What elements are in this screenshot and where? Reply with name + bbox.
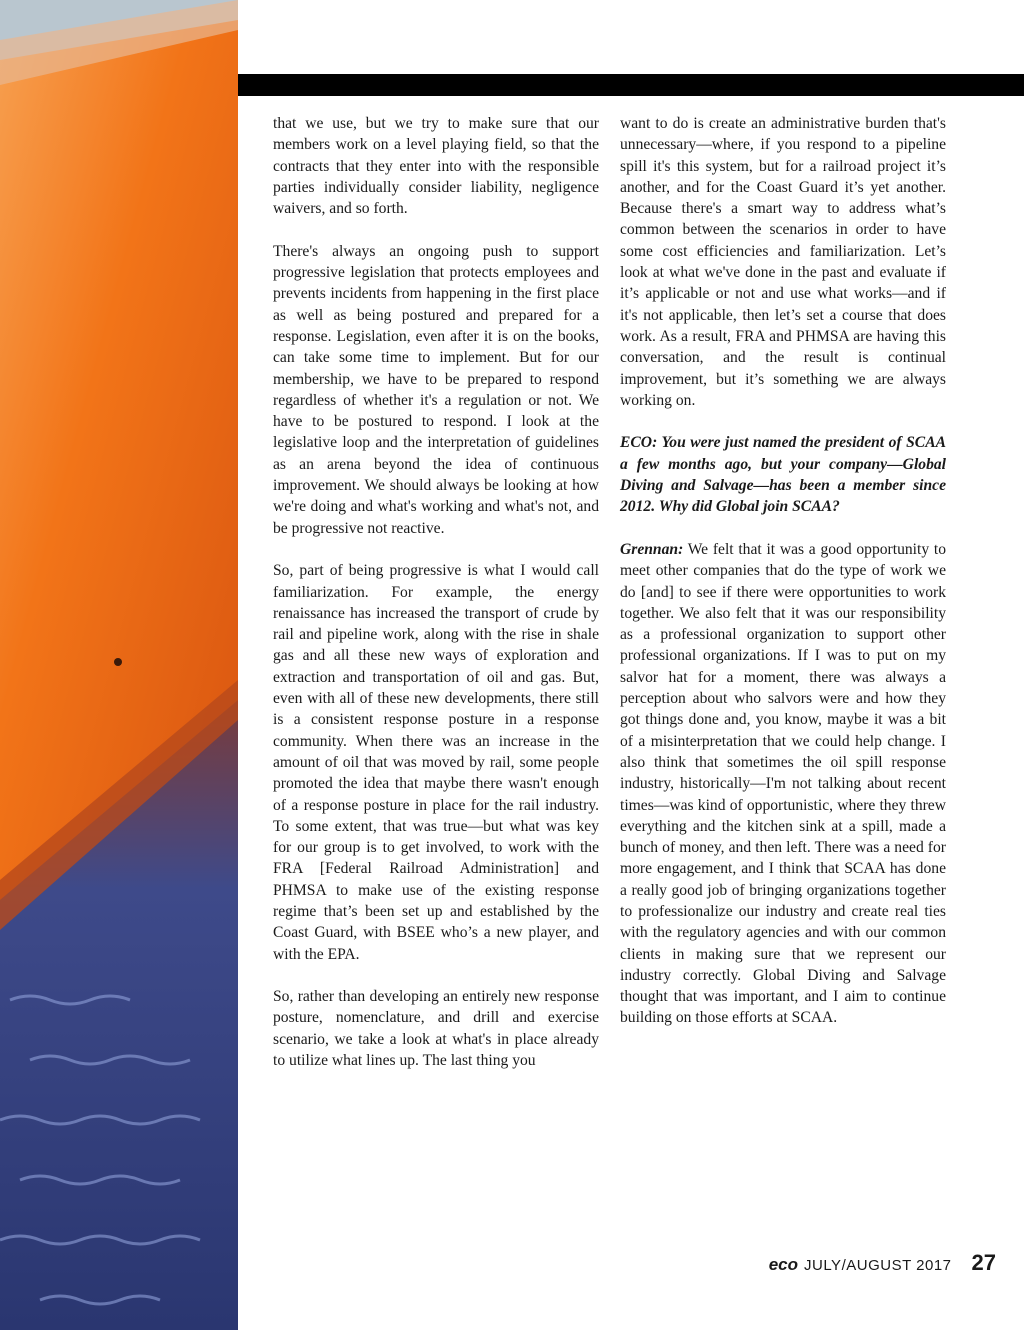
answer-text: We felt that it was a good opportunity to meet other companies that do the type of work we do [and] to see if there were opportunities to work together. We also felt that it was our responsibility as a professional organization to support other professional organizations. If I was to put on my salvor hat for a moment, there was always a perception about who salvors were and how they got things done and, you know, maybe it was a bit of a misinterpretation that we could help change. I also think that sometimes the oil spill response industry, historically—I'm not talking about recent times—was kind of opportunistic, where they threw everything and the kitchen sink at a spill, made a bunch of money, and then left. There was a need for more engagement, and I think that SCAA has done a really good job of bringing organizations together to professionalize our industry and create real ties with the regulatory agencies and with our common clients in making sure that we represent our industry correctly. Global Diving and Salvage thought that was important, and I aim to continue building on those efforts at SCAA. xyxy=(620,540,946,1027)
interview-answer xyxy=(620,539,946,1029)
decorative-photo xyxy=(0,0,238,1330)
magazine-brand: eco xyxy=(768,1255,798,1274)
paragraph: So, part of being progressive is what I would call familiarization. For example, the energy renaissance has increased the transport of crude by rail and pipeline work, along with the rise in shale gas and all these new ways of exploration and extraction and transportation of oil and gas. But, even with all of these new developments, there still is a consistent response posture in a response community. When there was an increase in the amount of oil that was moved by rail, some people promoted the idea that maybe there wasn't enough of a response posture in place for the rail industry. To some extent, that was true—but what was key for our group is to get involved, to work with the FRA [Federal Railroad Administration] and PHMSA to make use of the existing response regime that’s been set up and established by the Coast Guard, with BSEE who’s a new player, and with the EPA. xyxy=(273,562,599,963)
boat-hull-illustration xyxy=(0,0,238,1330)
interview-question: ECO: You were just named the president of SCAA a few months ago, but your company—Global Diving and Salvage—has been a member since 2012. Why did Global join SCAA? xyxy=(620,434,946,516)
header-rule xyxy=(238,74,1024,96)
issue-date: JULY/AUGUST 2017 xyxy=(804,1257,952,1274)
paragraph: There's always an ongoing push to support progressive legislation that protects employees and prevents incidents from happening in the first place as well as being postured and prepared for a response. Legislation, even after it is on the books, can take some time to implement. But for our membership, we have to be prepared to respond regardless of whether it's a regulation or not. We have to be postured to respond. I look at the legislative loop and the interpretation of guidelines as an arena beyond the idea of continuous improvement. We should always be looking at how we're doing and what's working and what's not, and be progressive not reactive. xyxy=(273,242,599,537)
page-number: 27 xyxy=(971,1250,996,1275)
speaker-name: Grennan: xyxy=(620,540,684,558)
hull-spot xyxy=(114,658,122,666)
paragraph: want to do is create an administrative burden that's unnecessary—where, if you respond to a pipeline spill it's this system, but for a railroad project it’s another, and for the Coast Guard it’s yet another. Because there's a smart way to address what’s common between the scenarios in order to have some cost efficiencies and familiarization. Let’s look at what we've done in the past and evaluate if it’s applicable or not and use what works—and if it's not applicable, then let’s set a course that does work. As a result, FRA and PHMSA are having this conversation, and the result is continual improvement, but it’s something we are always working on. xyxy=(620,115,946,409)
right-column xyxy=(620,113,946,1029)
paragraph: that we use, but we try to make sure that our members work on a level playing field, so that the contracts that they enter into with the responsible parties individually consider liability, negligence waivers, and so forth. xyxy=(273,115,599,218)
left-column xyxy=(273,113,599,1071)
page-footer xyxy=(769,1250,996,1276)
paragraph: So, rather than developing an entirely new response posture, nomenclature, and drill and exercise scenario, we take a look at what's in place already to utilize what lines up. The last thing you xyxy=(273,988,599,1070)
